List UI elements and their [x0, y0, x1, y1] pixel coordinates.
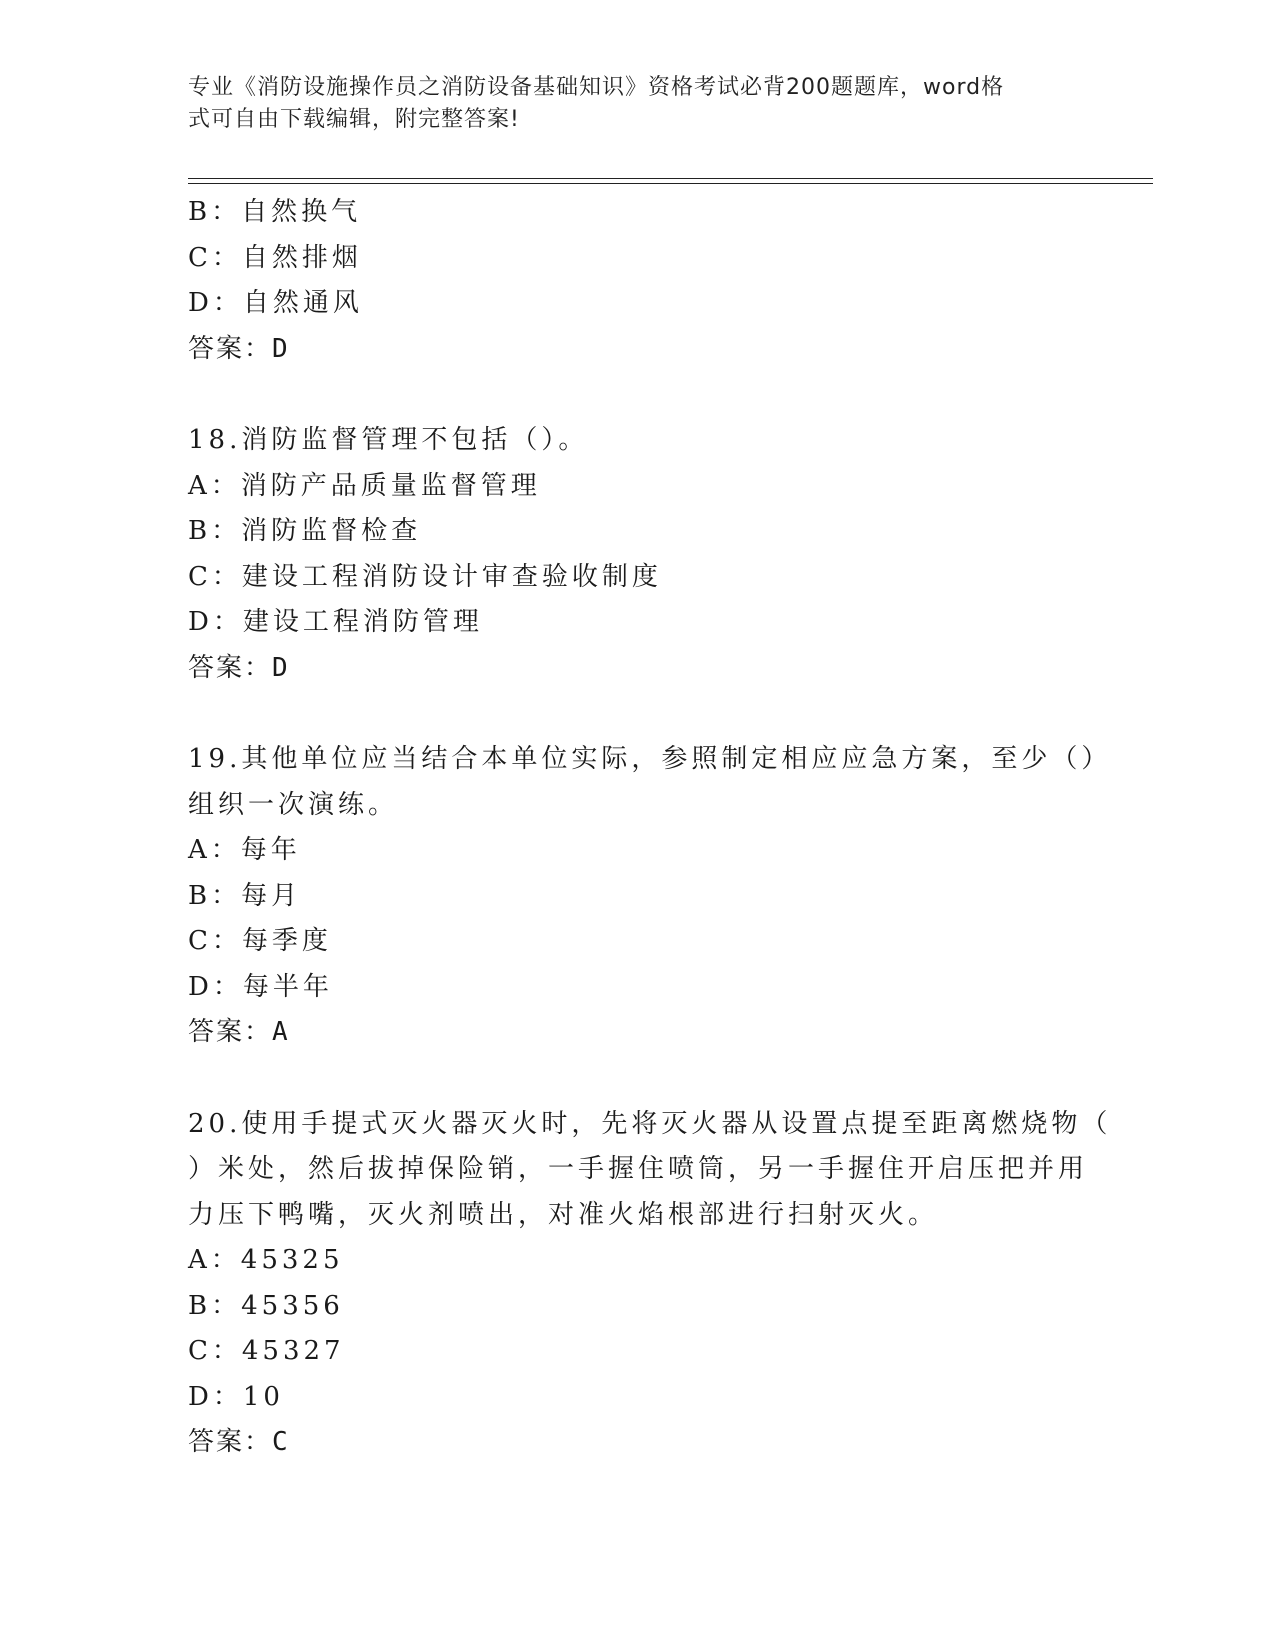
option-c: C：45327 [188, 1336, 345, 1366]
spacer [188, 372, 1088, 418]
answer-line [188, 646, 1088, 692]
answer-line [188, 1420, 1088, 1466]
header-rule-bottom [188, 183, 1153, 184]
option-c: C：每季度 [188, 926, 332, 956]
question-17 [188, 190, 1088, 372]
option-d: D：10 [188, 1381, 284, 1412]
answer-value: D [272, 652, 290, 683]
option-a: A：45325 [188, 1245, 344, 1275]
header-rule-top [188, 178, 1153, 179]
answer-label: 答案： [188, 1017, 273, 1047]
question-stem-line-3: 力压下鸭嘴，灭火剂喷出，对准火焰根部进行扫射灭火。 [188, 1199, 939, 1230]
question-stem-line-1: 20.使用手提式灭火器灭火时，先将灭火器从设置点提至距离燃烧物（ [188, 1108, 1112, 1139]
answer-value: A [272, 1017, 290, 1047]
document-header [188, 72, 1068, 136]
question-stem: 18.消防监督管理不包括（）。 [188, 425, 589, 455]
question-stem-line-1: 19.其他单位应当结合本单位实际，参照制定相应应急方案，至少（） [188, 744, 1112, 774]
question-18 [188, 418, 1088, 691]
header-line-2: 式可自由下载编辑，附完整答案! [188, 107, 520, 132]
answer-label: 答案： [188, 652, 273, 683]
option-b: B：自然换气 [188, 197, 362, 227]
answer-label: 答案： [188, 1427, 273, 1457]
answer-line [188, 1010, 1088, 1056]
header-line-1: 专业《消防设施操作员之消防设备基础知识》资格考试必背200题题库，word格 [188, 75, 1005, 100]
option-c: C：建设工程消防设计审查验收制度 [188, 561, 662, 592]
question-19 [188, 737, 1112, 1056]
option-a: A：消防产品质量监督管理 [188, 470, 541, 501]
question-stem-line-2: 组织一次演练。 [188, 789, 399, 820]
answer-value: D [272, 333, 290, 364]
question-list [188, 190, 1112, 1466]
spacer [188, 691, 1088, 737]
answer-value: C [272, 1427, 290, 1457]
option-d: D：建设工程消防管理 [188, 607, 483, 637]
question-20 [188, 1102, 1112, 1466]
option-b: B：每月 [188, 880, 302, 911]
option-b: B：45356 [188, 1290, 344, 1321]
option-b: B：消防监督检查 [188, 516, 422, 546]
option-d: D：每半年 [188, 971, 333, 1002]
option-d: D：自然通风 [188, 288, 363, 318]
option-a: A：每年 [188, 835, 301, 865]
answer-line [188, 327, 1088, 373]
spacer [188, 1056, 1088, 1102]
question-stem-line-2: ）米处，然后拔掉保险销，一手握住喷筒，另一手握住开启压把并用 [188, 1154, 1089, 1184]
option-c: C：自然排烟 [188, 242, 362, 273]
answer-label: 答案： [188, 333, 273, 364]
